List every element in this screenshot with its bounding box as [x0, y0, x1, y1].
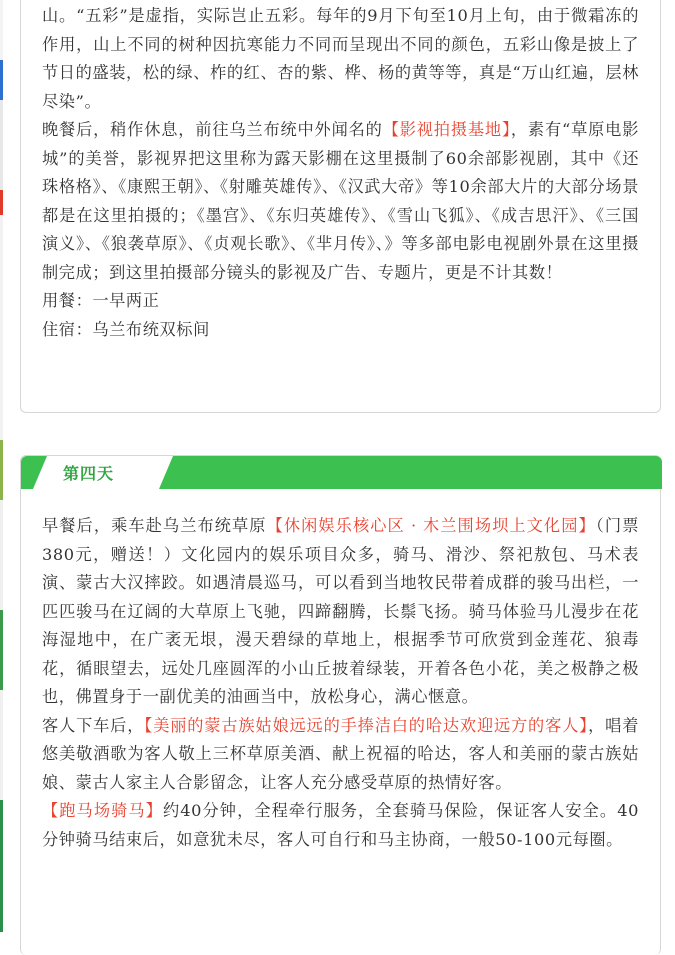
day4-paragraph-culture-park — [42, 512, 639, 712]
horse-riding-highlight: 【跑马场骑马】 — [42, 801, 163, 820]
day3-film-intro: 晚餐后，稍作休息，前往乌兰布统中外闻名的 — [42, 120, 383, 139]
day4-paragraph-welcome — [42, 712, 639, 798]
day4-paragraph-horse-riding — [42, 797, 639, 854]
day3-film-details: ，素有“草原电影城”的美誉，影视界把这里称为露天影棚在这里摄制了60余部影视剧，其中《还珠格格》、《康熙王朝》、《射雕英雄传》、《汉武大帝》等10余部大片的大部分场景都是在这里拍摄的；《墨宫》、《东归英雄传》、《雪山飞狐》、《成吉思汗》、《三国演义》、《狼袭草原》、《贞观长歌》、《芈月传》、》等多部电影电视剧外景在这里摄制完成；到这里拍摄部分镜头的影视及广告、专题片，更是不计其数！ — [42, 120, 640, 282]
day4-horse-details: 约40分钟，全程牵行服务，全套骑马保险，保证客人安全。40分钟骑马结束后，如意犹未尽，客人可自行和马主协商，一般50-100元每圈。 — [42, 801, 640, 849]
day4-welcome-details: ，唱着悠美敬酒歌为客人敬上三杯草原美酒、献上祝福的哈达，客人和美丽的蒙古族姑娘、蒙古人家主人合影留念，让客人充分感受草原的热情好客。 — [42, 715, 639, 792]
film-base-highlight: 【影视拍摄基地】 — [382, 120, 511, 139]
welcome-highlight: 【美丽的蒙古族姑娘远远的手捧洁白的哈达欢迎远方的客人】 — [144, 715, 589, 735]
left-edge-strip — [0, 0, 3, 932]
day4-body — [42, 512, 639, 854]
day4-title: 第四天 — [63, 464, 115, 483]
day4-header — [21, 456, 662, 489]
day4-culture-details: （门票380元，赠送！）文化园内的娱乐项目众多，骑马、滑沙、祭祀敖包、马术表演、蒙古大汉摔跤。如遇清晨巡马，可以看到当地牧民带着成群的骏马出栏，一匹匹骏马在辽阔的大草原上飞驰，四蹄翻腾，长鬃飞扬。骑马体验马儿漫步在花海湿地中，在广袤无垠，漫天碧绿的草地上，根据季节可欣赏到金莲花、狼毒花，循眼望去，远处几座圆浑的小山丘披着绿装，开着各色小花，美之极静之极也，佛置身于一副优美的油画当中，放松身心，满心惬意。 — [42, 516, 639, 706]
day3-paragraph-film-base — [42, 116, 639, 287]
day3-card — [20, 0, 661, 413]
day4-welcome-intro: 客人下车后， — [42, 715, 145, 735]
day3-paragraph-wucaishan: 山。“五彩”是虚指，实际岂止五彩。每年的9月下旬至10月上旬，由于微霜冻的作用，山上不同的树种因抗寒能力不同而呈现出不同的颜色，五彩山像是披上了节日的盛装，松的绿、柞的红、杏的紫、桦、杨的黄等等，真是“万山红遍，层林尽染”。 — [42, 6, 639, 111]
day3-body — [42, 2, 639, 344]
day3-meals: 用餐：一早两正 — [42, 291, 160, 310]
day3-lodging: 住宿：乌兰布统双标间 — [42, 319, 210, 339]
culture-park-highlight: 【休闲娱乐核心区 · 木兰围场坝上文化园】 — [266, 516, 596, 535]
day4-card — [20, 455, 661, 955]
day4-intro: 早餐后，乘车赴乌兰布统草原 — [42, 516, 267, 535]
